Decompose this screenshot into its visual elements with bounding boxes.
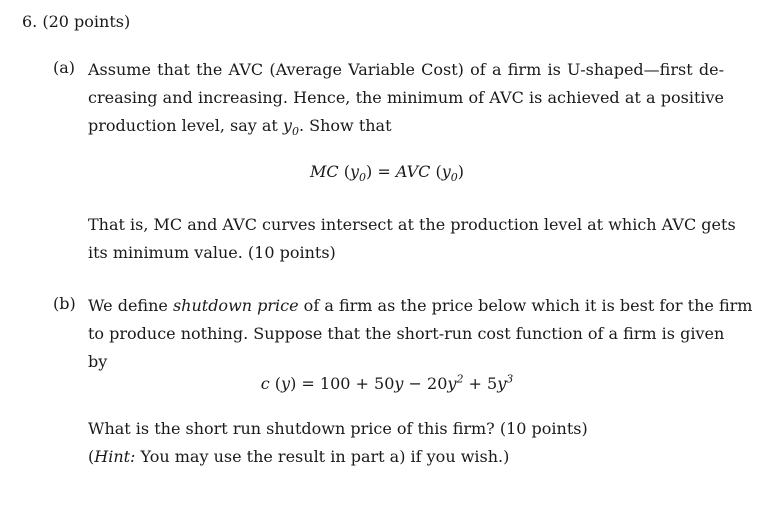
part-a-line-3-text: production level, say at xyxy=(88,116,278,135)
question-header xyxy=(22,12,130,31)
part-a-paragraph xyxy=(88,56,724,140)
part-a-after-line-2: its minimum value. (10 points) xyxy=(88,243,336,262)
part-b-label: (b) xyxy=(53,294,76,313)
part-a-conclusion xyxy=(88,211,736,267)
part-a-label: (a) xyxy=(53,58,76,77)
shutdown-price-term: shutdown price xyxy=(172,296,299,315)
equation-mc-avc: MC $(y_0)$ = AVC $(y_0)$ xyxy=(309,162,465,185)
question-points: (20 points) xyxy=(42,12,131,31)
part-a-line-3 xyxy=(88,112,724,140)
part-b-line-3: by xyxy=(88,352,108,371)
part-b-line-1: We define shutdown price of a firm as the price below which it is best for the firm xyxy=(88,296,753,315)
hint-label: Hint: xyxy=(94,447,136,466)
part-b-hint: (Hint: You may use the result in part a) if you wish.) xyxy=(88,447,510,466)
part-b-question xyxy=(88,415,724,471)
y0-variable: $y_0$ xyxy=(282,116,299,139)
equation-cost-function: c $(y) = 100 + 50y - 20y^2 + 5y^3$ xyxy=(260,372,514,393)
part-a-line-1: Assume that the AVC (Average Variable Cost) of a firm is U-shaped—first de- xyxy=(88,60,724,79)
part-a-after-line-1: That is, MC and AVC curves intersect at the production level at which AVC gets xyxy=(88,215,736,234)
question-number: 6. xyxy=(22,12,38,31)
part-b-line-2: to produce nothing. Suppose that the short-run cost function of a firm is given xyxy=(88,324,725,343)
part-b-paragraph xyxy=(88,292,753,376)
part-a-line-2: creasing and increasing. Hence, the minimum of AVC is achieved at a positive xyxy=(88,88,724,107)
show-that-text: . Show that xyxy=(298,116,392,135)
part-b-question-text: What is the short run shutdown price of this firm? (10 points) xyxy=(88,419,588,438)
